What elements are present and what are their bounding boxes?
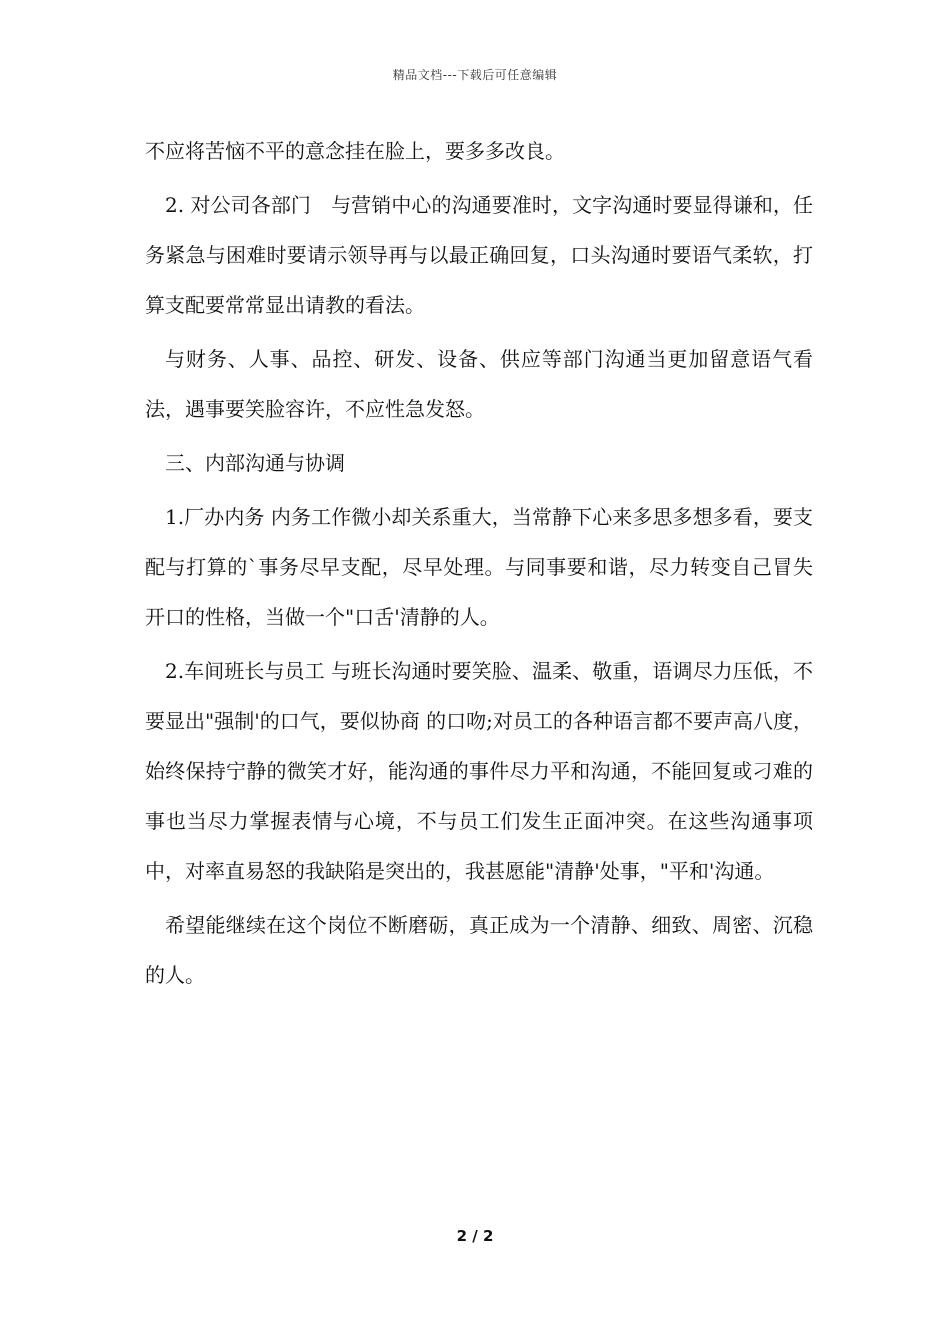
paragraph-6: 希望能继续在这个岗位不断磨砺，真正成为一个清静、细致、周密、沉稳的人。 [145, 913, 813, 987]
paragraph-4: 1.厂办内务 内务工作微小却关系重大，当常静下心来多思多想多看，要支配与打算的`事务尽早支配，尽早处理。与同事要和谐，尽力转变自己冒失开口的性格，当做一个"口舌'清静的人。 [145, 505, 813, 629]
document-body [145, 126, 813, 1004]
paragraph-5: 2.车间班长与员工 与班长沟通时要笑脸、温柔、敬重，语调尽力压低，不要显出"强制'的口气，要似协商 的口吻;对员工的各种语言都不要声高八度，始终保持宁静的微笑才好，能沟通的事件尽力平和沟通，不能回复或刁难的事也当尽力掌握表情与心境，不与员工们发生正面冲突。在这些沟通事项中，对率直易怒的我缺陷是突出的，我甚愿能"清静'处事，"平和'沟通。 [145, 659, 813, 883]
paragraph-1: 不应将苦恼不平的意念挂在脸上，要多多改良。 [145, 139, 565, 163]
page-header: 精品文档---下载后可任意编辑 [392, 68, 558, 82]
paragraph-2: 2. 对公司各部门 与营销中心的沟通要准时，文字沟通时要显得谦和，任务紧急与困难时要请示领导再与以最正确回复，口头沟通时要语气柔软，打算支配要常常显出请教的看法。 [145, 193, 813, 317]
page-number: 2 / 2 [456, 1227, 494, 1245]
section-heading: 三、内部沟通与协调 [165, 451, 345, 475]
paragraph-3: 与财务、人事、品控、研发、设备、供应等部门沟通当更加留意语气看法，遇事要笑脸容许，不应性急发怒。 [145, 347, 813, 421]
